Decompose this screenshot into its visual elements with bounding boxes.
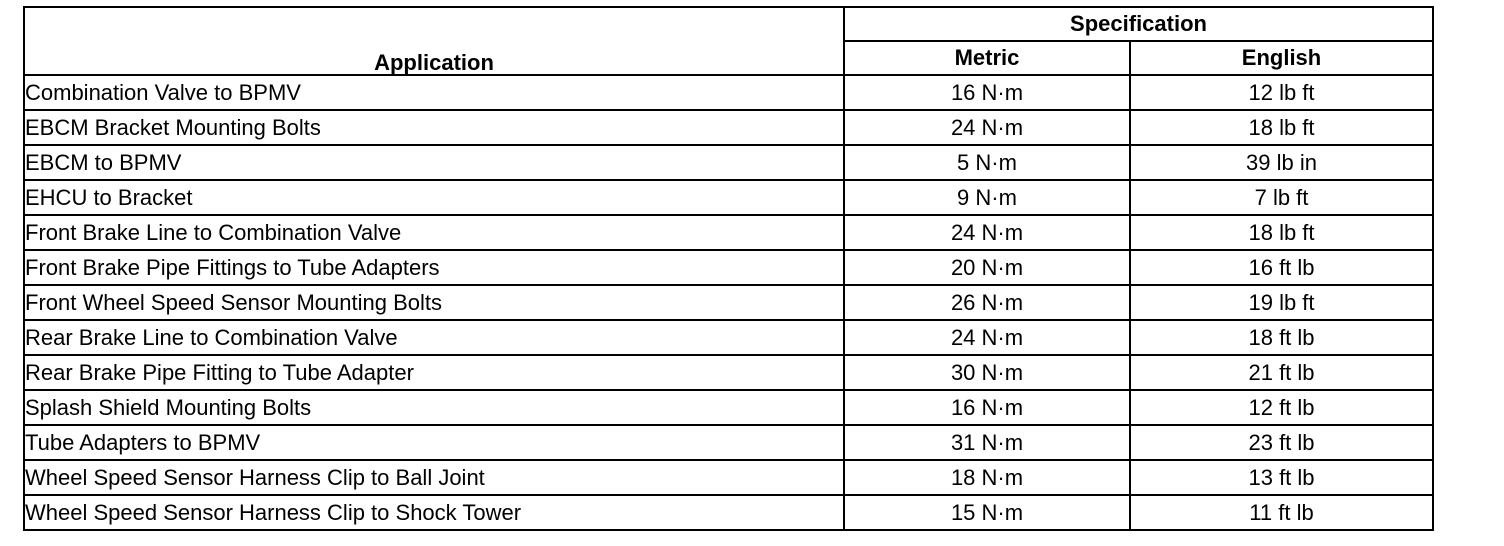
cell-metric: 9 N·m (844, 180, 1130, 215)
cell-application: Wheel Speed Sensor Harness Clip to Ball Joint (24, 460, 844, 495)
table-row (24, 390, 1433, 425)
cell-english: 19 lb ft (1130, 285, 1433, 320)
table-row (24, 460, 1433, 495)
table-row (24, 110, 1433, 145)
cell-metric: 5 N·m (844, 145, 1130, 180)
cell-application: Front Brake Pipe Fittings to Tube Adapters (24, 250, 844, 285)
cell-english: 23 ft lb (1130, 425, 1433, 460)
table-row (24, 180, 1433, 215)
table-row (24, 215, 1433, 250)
header-specification: Specification (844, 7, 1433, 41)
table-row (24, 495, 1433, 530)
cell-metric: 16 N·m (844, 390, 1130, 425)
cell-application: Tube Adapters to BPMV (24, 425, 844, 460)
cell-application: Splash Shield Mounting Bolts (24, 390, 844, 425)
cell-metric: 24 N·m (844, 320, 1130, 355)
table-row (24, 355, 1433, 390)
cell-application: Front Brake Line to Combination Valve (24, 215, 844, 250)
cell-metric: 30 N·m (844, 355, 1130, 390)
cell-application: Front Wheel Speed Sensor Mounting Bolts (24, 285, 844, 320)
cell-english: 12 ft lb (1130, 390, 1433, 425)
cell-english: 18 ft lb (1130, 320, 1433, 355)
cell-application: EHCU to Bracket (24, 180, 844, 215)
cell-metric: 20 N·m (844, 250, 1130, 285)
cell-english: 18 lb ft (1130, 110, 1433, 145)
cell-application: Wheel Speed Sensor Harness Clip to Shock Tower (24, 495, 844, 530)
cell-metric: 26 N·m (844, 285, 1130, 320)
cell-english: 13 ft lb (1130, 460, 1433, 495)
cell-metric: 31 N·m (844, 425, 1130, 460)
header-application: Application (24, 7, 844, 75)
cell-application: EBCM to BPMV (24, 145, 844, 180)
cell-metric: 24 N·m (844, 215, 1130, 250)
cell-metric: 16 N·m (844, 75, 1130, 110)
cell-application: Rear Brake Pipe Fitting to Tube Adapter (24, 355, 844, 390)
cell-metric: 24 N·m (844, 110, 1130, 145)
cell-english: 16 ft lb (1130, 250, 1433, 285)
cell-application: Combination Valve to BPMV (24, 75, 844, 110)
cell-english: 39 lb in (1130, 145, 1433, 180)
cell-english: 7 lb ft (1130, 180, 1433, 215)
cell-english: 12 lb ft (1130, 75, 1433, 110)
cell-metric: 15 N·m (844, 495, 1130, 530)
cell-english: 11 ft lb (1130, 495, 1433, 530)
table-row (24, 425, 1433, 460)
cell-application: EBCM Bracket Mounting Bolts (24, 110, 844, 145)
table-row (24, 75, 1433, 110)
table-row (24, 285, 1433, 320)
cell-metric: 18 N·m (844, 460, 1130, 495)
cell-application: Rear Brake Line to Combination Valve (24, 320, 844, 355)
header-metric: Metric (844, 41, 1130, 75)
cell-english: 18 lb ft (1130, 215, 1433, 250)
cell-english: 21 ft lb (1130, 355, 1433, 390)
table-row (24, 320, 1433, 355)
torque-spec-table (23, 6, 1434, 531)
header-english: English (1130, 41, 1433, 75)
table-row (24, 145, 1433, 180)
table-row (24, 250, 1433, 285)
